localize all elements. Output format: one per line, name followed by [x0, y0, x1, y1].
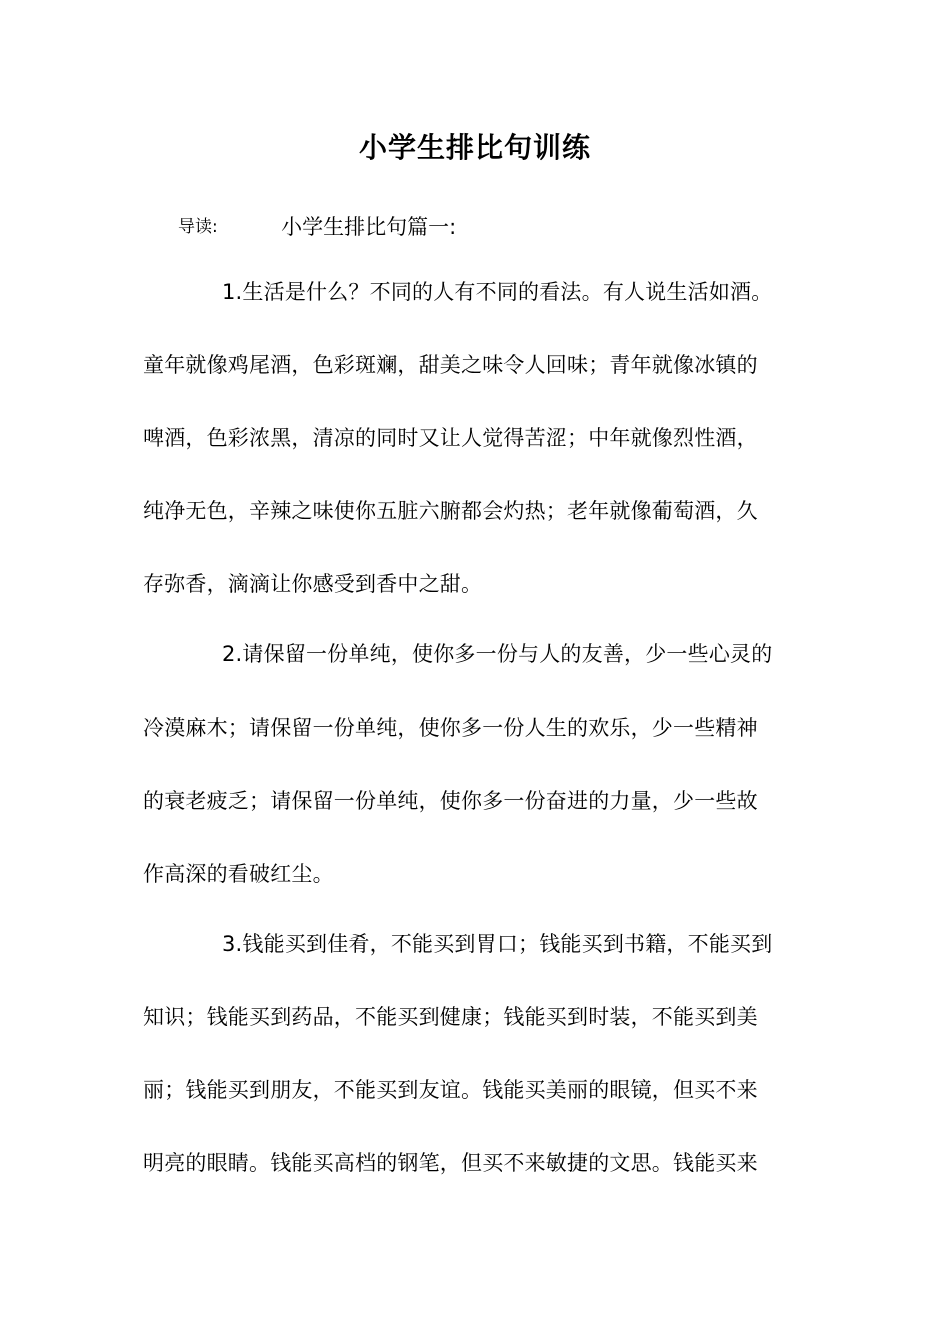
- paragraph-2-line-2: 冷漠麻木；请保留一份单纯，使你多一份人生的欢乐，少一些精神: [143, 716, 758, 740]
- paragraph-2-line-4: 作高深的看破红尘。: [143, 862, 334, 886]
- intro-line: [178, 210, 456, 244]
- paragraph-1-line-5: 存弥香，滴滴让你感受到香中之甜。: [143, 572, 483, 596]
- paragraph-1-line-1: 1.生活是什么？不同的人有不同的看法。有人说生活如酒。: [222, 280, 773, 304]
- paragraph-2-line-1: 2.请保留一份单纯，使你多一份与人的友善，少一些心灵的: [222, 642, 773, 666]
- paragraph-3-line-2: 知识；钱能买到药品，不能买到健康；钱能买到时装，不能买到美: [143, 1005, 758, 1029]
- paragraph-3-line-3: 丽；钱能买到朋友，不能买到友谊。钱能买美丽的眼镜，但买不来: [143, 1078, 758, 1102]
- paragraph-3-line-1: 3.钱能买到佳肴，不能买到胃口；钱能买到书籍，不能买到: [222, 932, 773, 956]
- paragraph-1-line-2: 童年就像鸡尾酒，色彩斑斓，甜美之味令人回味；青年就像冰镇的: [143, 353, 758, 377]
- intro-label: 导读:: [178, 217, 218, 237]
- paragraph-3-line-4: 明亮的眼睛。钱能买高档的钢笔，但买不来敏捷的文思。钱能买来: [143, 1151, 758, 1175]
- paragraph-2-line-3: 的衰老疲乏；请保留一份单纯，使你多一份奋进的力量，少一些故: [143, 789, 758, 813]
- document-title: 小学生排比句训练: [358, 131, 591, 164]
- intro-text: 小学生排比句篇一:: [281, 215, 457, 239]
- paragraph-1-line-3: 啤酒，色彩浓黑，清凉的同时又让人觉得苦涩；中年就像烈性酒，: [143, 426, 758, 450]
- paragraph-1-line-4: 纯净无色，辛辣之味使你五脏六腑都会灼热；老年就像葡萄酒，久: [143, 499, 758, 523]
